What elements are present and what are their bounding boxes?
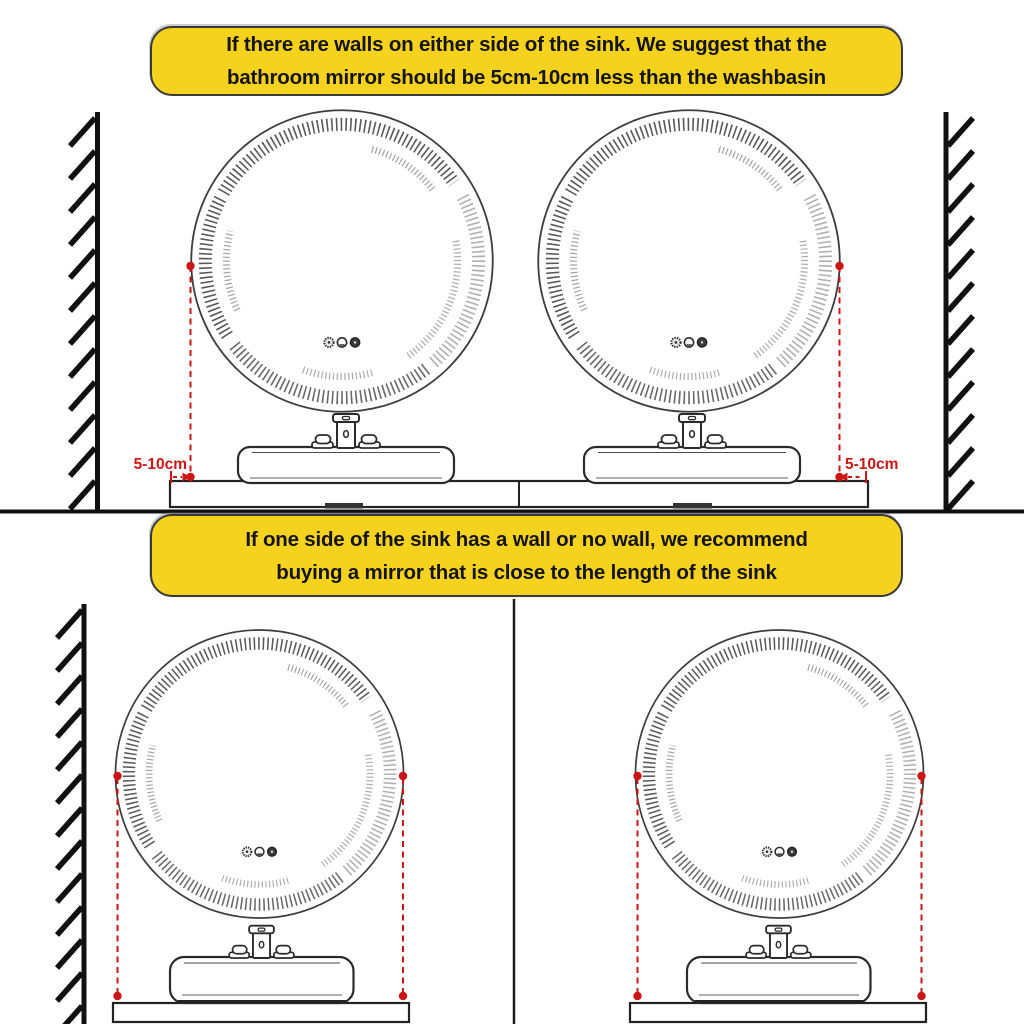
top-advice-line2: bathroom mirror should be 5cm-10cm less than the washbasin (227, 66, 826, 89)
measurement-dot (835, 262, 843, 270)
top-advice-line1: If there are walls on either side of the sink. We suggest that the (226, 33, 827, 56)
bottom-right-mirror (636, 630, 924, 918)
measurement-dot (633, 772, 641, 780)
left-wall (70, 112, 98, 511)
bottom-left-scene-one-wall (57, 604, 409, 1024)
top-right-measurement (835, 262, 898, 483)
top-right-mirror (538, 110, 840, 412)
bottom-right-scene-no-wall (630, 630, 926, 1022)
measurement-label: 5-10cm (845, 456, 899, 473)
top-left-washbasin (238, 447, 454, 483)
measurement-dot (835, 473, 843, 481)
bottom-left-countertop (113, 1003, 409, 1022)
measurement-dot (399, 992, 407, 1000)
bottom-left-faucet (229, 926, 294, 958)
bottom-right-countertop (630, 1003, 926, 1022)
top-right-faucet (658, 414, 726, 448)
top-left-measurement (134, 262, 195, 483)
bottom-advice-banner (150, 514, 903, 597)
top-left-faucet (312, 414, 380, 448)
measurement-dot (917, 772, 925, 780)
top-left-mirror (191, 110, 493, 412)
measurement-dot (917, 992, 925, 1000)
bottom-advice-line2: buying a mirror that is close to the length of the sink (276, 560, 777, 584)
measurement-dot (113, 772, 121, 780)
measurement-label: 5-10cm (133, 456, 187, 473)
left-wall-hatch (70, 118, 95, 509)
measurement-dot (186, 262, 194, 270)
bottom-right-washbasin (687, 957, 871, 1003)
bottom-left-washbasin (170, 957, 354, 1003)
bottom-right-faucet (746, 926, 811, 958)
right-wall-hatch (948, 118, 973, 509)
bottom-left-wall-hatch (57, 610, 82, 1024)
top-right-washbasin (584, 447, 800, 483)
top-scene-both-walls (0, 110, 1024, 513)
right-wall (946, 112, 973, 511)
bottom-left-wall (57, 604, 84, 1024)
measurement-dot (186, 473, 194, 481)
measurement-dot (399, 772, 407, 780)
right-basin-drain-shadow (673, 503, 712, 509)
measurement-dot (113, 992, 121, 1000)
bottom-left-mirror (115, 630, 403, 918)
left-basin-drain-shadow (325, 503, 363, 509)
bottom-advice-line1: If one side of the sink has a wall or no wall, we recommend (245, 527, 808, 551)
top-advice-banner (150, 26, 903, 96)
top-scene-floor-line (0, 510, 1024, 514)
measurement-dot (633, 992, 641, 1000)
